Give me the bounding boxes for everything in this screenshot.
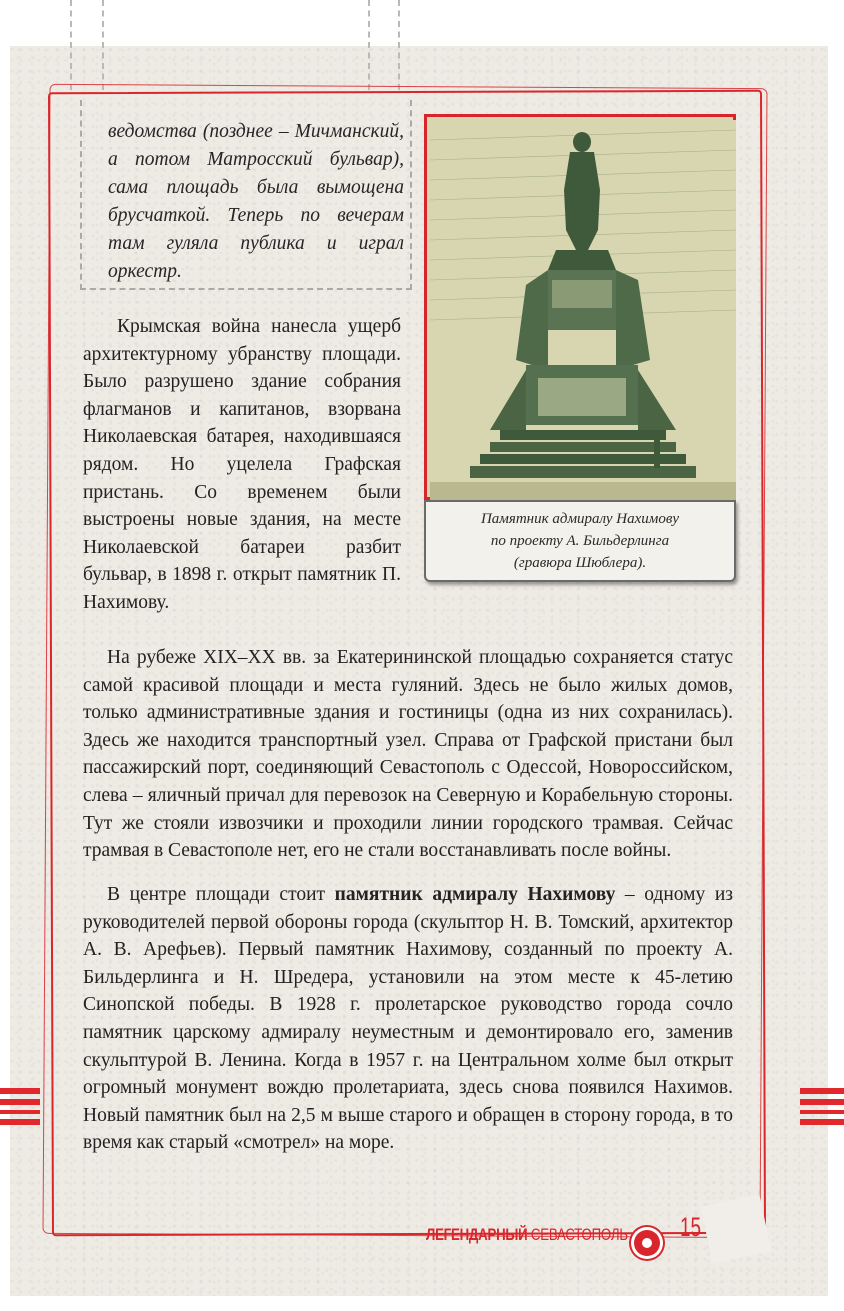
paragraph-3-start: В центре площади стоит: [107, 884, 335, 905]
paragraph-2: На рубеже XIX–XX вв. за Екатерининской площадью сохраняется статус самой красивой площади и места гуляний. Здесь не было жилых домов, только административные здания и гостиницы (одна из них сохранилась). Здесь же находится транспортный узел. Справа от Графской пристани был пассажирский порт, соединяющий Севастополь с Одессой, Новороссийском, слева – яличный причал для перевозок на Северную и Корабельную стороны. Тут же стояли извозчики и проходили линии городского трамвая. Сейчас трамвая в Севастополе нет, его не стали восстанавливать после войны.: [83, 647, 733, 862]
page-corner-tab: [701, 1194, 772, 1263]
caption-line-1: Памятник адмиралу Нахимову: [480, 511, 680, 527]
aside-text: ведомства (позднее – Мичманский, а потом Матросский бульвар), сама площадь была вымощена брусчаткой. Теперь по вечерам там гуляла публика и играл оркестр.: [108, 121, 404, 282]
footer-label-bold: ЛЕГЕНДАРНЫЙ: [426, 1225, 528, 1244]
target-icon: [634, 1230, 660, 1256]
paragraph-1: Крымская война нанесла ущерб архитектурному убранству площади. Было разрушено здание собрания флагманов и капитанов, взорвана Николаевская батарея, находившаяся рядом. Но уцелела Графская пристань. Со временем были выстроены новые здания, на месте Николаевской батареи разбит бульвар, в 1898 г. открыт памятник П. Нахимову.: [83, 316, 401, 613]
page-number: 15: [680, 1212, 702, 1242]
monument-engraving-icon: [430, 120, 736, 500]
figure-caption: [424, 500, 736, 582]
tape-strip-right: [368, 0, 400, 90]
decor-stripes-left: [0, 1088, 40, 1130]
running-footer: [426, 1225, 628, 1245]
caption-line-3: (гравюра Шюблера).: [513, 555, 647, 571]
monument-image: [424, 114, 736, 500]
decor-stripes-right: [800, 1088, 844, 1130]
paragraph-3-end: – одному из руководителей первой обороны города (скульптор Н. В. Томский, архитектор А. В. Арефьев). Первый памятник Нахимову, созданный по проекту А. Бильдерлинга и Н. Шредера, установили на этом месте к 45-летию Синопской победы. В 1928 г. пролетарское руководство города сочло памятник царскому адмиралу неуместным и демонтировало его, заменив скульптурой В. Ленина. Когда в 1957 г. на Центральном холме был открыт огромный монумент вождю пролетариата, здесь снова появился Нахимов. Новый памятник был на 2,5 м выше старого и обращен в сторону города, в то время как старый «смотрел» на море.: [83, 884, 734, 1154]
tape-strip-left: [70, 0, 104, 90]
caption-line-2: по проекту А. Бильдерлинга: [490, 533, 670, 549]
aside-note: [80, 100, 412, 290]
paragraph-3-bold: памятник адмиралу Нахимову: [334, 884, 616, 905]
paragraph-3: [83, 881, 733, 1157]
footer-label-light: СЕВАСТОПОЛЬ: [530, 1225, 628, 1244]
